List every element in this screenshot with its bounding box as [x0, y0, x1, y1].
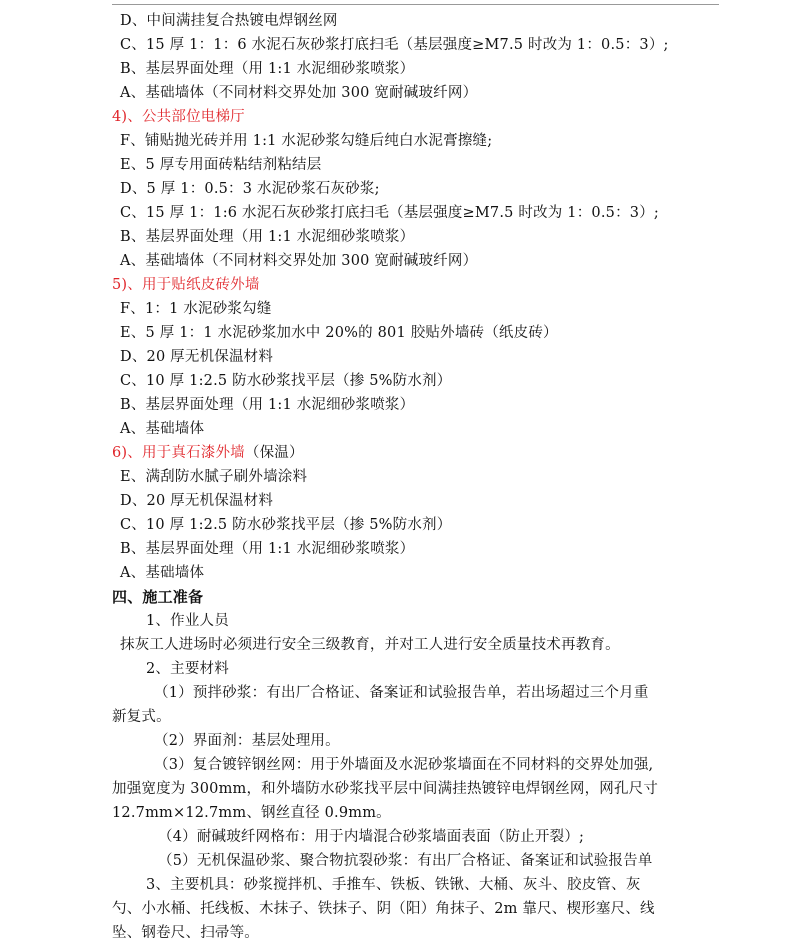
- text-line: [112, 177, 718, 201]
- line-text: C、15 厚 1：1:6 水泥石灰砂浆打底扫毛（基层强度≥M7.5 时改为 1：0.5：3）;: [120, 205, 660, 221]
- line-text: 5)、用于贴纸皮砖外墙: [112, 277, 260, 293]
- line-text: D、20 厚无机保温材料: [120, 493, 274, 509]
- text-line: [112, 57, 718, 81]
- line-text: 新复式。: [112, 709, 171, 725]
- text-line: [112, 273, 718, 297]
- text-line: [112, 705, 718, 729]
- text-line: [112, 129, 718, 153]
- header-right: [503, 0, 719, 2]
- text-line: [112, 729, 718, 753]
- text-line: [112, 513, 718, 537]
- text-line: [112, 417, 718, 441]
- text-line: [112, 9, 718, 33]
- line-text: 2、主要材料: [146, 661, 229, 677]
- line-text: A、基础墙体（不同材料交界处加 300 宽耐碱玻纤网）: [120, 253, 478, 269]
- text-line: [112, 849, 718, 873]
- text-line: [112, 801, 718, 825]
- line-text: 四、施工准备: [112, 588, 204, 606]
- text-line: [112, 825, 718, 849]
- header-left: [112, 0, 256, 2]
- line-text: B、基层界面处理（用 1:1 水泥细砂浆喷浆）: [120, 61, 415, 77]
- text-line: [112, 297, 718, 321]
- page-header: [112, 0, 719, 5]
- line-text: C、15 厚 1：1：6 水泥石灰砂浆打底扫毛（基层强度≥M7.5 时改为 1：0.5：3）;: [120, 37, 669, 53]
- line-text: （3）复合镀锌钢丝网：用于外墙面及水泥砂浆墙面在不同材料的交界处加强,: [154, 757, 654, 773]
- text-line: [112, 873, 718, 897]
- line-text: （4）耐碱玻纤网格布：用于内墙混合砂浆墙面表面（防止开裂）;: [158, 829, 585, 845]
- text-line: [112, 105, 718, 129]
- line-text: 勺、小水桶、托线板、木抹子、铁抹子、阴（阳）角抹子、2m 靠尺、楔形塞尺、线: [112, 901, 655, 917]
- line-text: F、1：1 水泥砂浆勾缝: [120, 301, 272, 317]
- line-text: E、5 厚 1：1 水泥砂浆加水中 20%的 801 胶贴外墙砖（纸皮砖）: [120, 325, 558, 341]
- line-text: E、满刮防水腻子刷外墙涂料: [120, 469, 308, 485]
- text-line: [112, 585, 718, 609]
- line-text: 1、作业人员: [146, 613, 229, 629]
- line-text: E、5 厚专用面砖粘结剂粘结层: [120, 157, 322, 173]
- line-suffix: （保温）: [244, 445, 304, 461]
- line-text: （5）无机保温砂浆、聚合物抗裂砂浆：有出厂合格证、备案证和试验报告单: [158, 853, 653, 869]
- text-line: [112, 249, 718, 273]
- line-text: A、基础墙体: [120, 565, 205, 581]
- line-text: 坠、钢卷尺、扫帚等。: [112, 925, 259, 941]
- line-text: A、基础墙体（不同材料交界处加 300 宽耐碱玻纤网）: [120, 85, 478, 101]
- line-text: B、基层界面处理（用 1:1 水泥细砂浆喷浆）: [120, 397, 415, 413]
- line-text: 加强宽度为 300mm，和外墙防水砂浆找平层中间满挂热镀锌电焊钢丝网，网孔尺寸: [112, 781, 659, 797]
- text-line: [112, 537, 718, 561]
- line-text: 4)、公共部位电梯厅: [112, 109, 245, 125]
- line-text: B、基层界面处理（用 1:1 水泥细砂浆喷浆）: [120, 229, 415, 245]
- line-text: 6)、用于真石漆外墙: [112, 445, 245, 461]
- line-text: 12.7mm×12.7mm、钢丝直径 0.9mm。: [112, 805, 391, 821]
- text-line: [112, 921, 718, 945]
- text-line: [112, 225, 718, 249]
- line-text: F、铺贴抛光砖并用 1:1 水泥砂浆勾缝后纯白水泥膏擦缝;: [120, 133, 493, 149]
- line-text: （2）界面剂：基层处理用。: [154, 733, 340, 749]
- line-text: C、10 厚 1:2.5 防水砂浆找平层（掺 5%防水剂）: [120, 517, 452, 533]
- text-line: [112, 465, 718, 489]
- text-line: [112, 153, 718, 177]
- text-line: [112, 777, 718, 801]
- text-line: [112, 393, 718, 417]
- text-line: [112, 897, 718, 921]
- line-text: （1）预拌砂浆：有出厂合格证、备案证和试验报告单，若出场超过三个月重: [154, 685, 649, 701]
- line-text: D、20 厚无机保温材料: [120, 349, 274, 365]
- text-line: [112, 345, 718, 369]
- line-text: 3、主要机具：砂浆搅拌机、手推车、铁板、铁锹、大桶、灰斗、胶皮管、灰: [146, 877, 641, 893]
- text-line: [112, 81, 718, 105]
- line-text: A、基础墙体: [120, 421, 205, 437]
- line-text: D、5 厚 1：0.5：3 水泥砂浆石灰砂浆;: [120, 181, 380, 197]
- text-line: [112, 753, 718, 777]
- text-line: [112, 321, 718, 345]
- text-line: [112, 633, 718, 657]
- line-text: B、基层界面处理（用 1:1 水泥细砂浆喷浆）: [120, 541, 415, 557]
- text-line: [112, 609, 718, 633]
- text-line: [112, 33, 718, 57]
- line-text: C、10 厚 1:2.5 防水砂浆找平层（掺 5%防水剂）: [120, 373, 452, 389]
- line-text: 抹灰工人进场时必须进行安全三级教育，并对工人进行安全质量技术再教育。: [120, 637, 620, 653]
- text-line: [112, 561, 718, 585]
- text-line: [112, 441, 718, 465]
- text-line: [112, 201, 718, 225]
- text-line: [112, 657, 718, 681]
- text-line: [112, 369, 718, 393]
- text-line: [112, 681, 718, 705]
- document-body: [112, 9, 718, 945]
- text-line: [112, 489, 718, 513]
- line-text: D、中间满挂复合热镀电焊钢丝网: [120, 13, 338, 29]
